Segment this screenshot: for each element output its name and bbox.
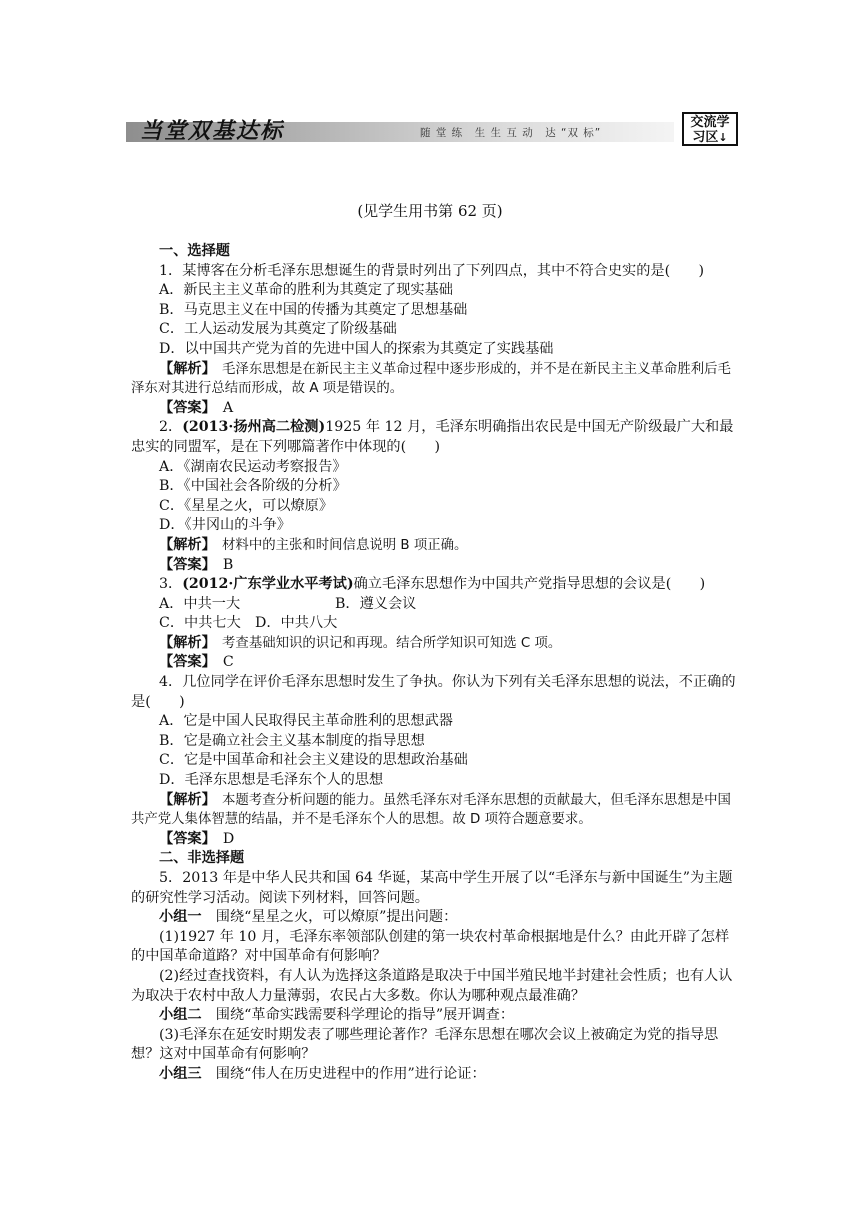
question-3-option-a: A．中共一大 bbox=[159, 595, 241, 612]
question-3-answer bbox=[131, 653, 739, 673]
analysis-text: 材料中的主张和时间信息说明 B 项正确。 bbox=[208, 537, 468, 553]
answer-value: B bbox=[208, 556, 234, 573]
question-5-part-3: (3)毛泽东在延安时期发表了哪些理论著作？毛泽东思想在哪次会议上被确定为党的指导思想？这对中国革命有何影响？ bbox=[131, 1026, 719, 1063]
question-3-options-row1 bbox=[131, 595, 739, 615]
group-3-heading bbox=[131, 1065, 739, 1085]
analysis-text: 毛泽东思想是在新民主主义革命过程中逐步形成的，并不是在新民主主义革命胜利后毛泽东对其进行总结而形成，故 A 项是错误的。 bbox=[131, 361, 731, 397]
question-1-stem: 1．某博客在分析毛泽东思想诞生的背景时列出了下列四点，其中不符合史实的是( ) bbox=[159, 262, 705, 279]
exchange-box-line1: 交流学 bbox=[690, 115, 730, 130]
question-2-source: (2013·扬州高二检测) bbox=[182, 419, 326, 436]
question-1-analysis bbox=[131, 360, 739, 399]
exchange-box-line2: 习区 bbox=[692, 130, 719, 145]
question-4-option-c: C．它是中国革命和社会主义建设的思想政治基础 bbox=[159, 752, 468, 769]
question-3-source: (2012·广东学业水平考试) bbox=[182, 576, 354, 593]
question-2-answer bbox=[131, 556, 739, 576]
question-2-text: 1925 年 12 月，毛泽东明确指出农民是中国无产阶级最广大和最忠实的同盟军，是在下列哪篇著作中体现的( ) bbox=[131, 419, 734, 455]
answer-tag: 【答案】 bbox=[159, 556, 209, 573]
question-3-stem bbox=[131, 575, 739, 595]
analysis-text: 考查基础知识的识记和再现。结合所学知识可知选 C 项。 bbox=[208, 635, 562, 651]
group-2-tag: 小组二 bbox=[159, 1007, 202, 1024]
question-3-text: 确立毛泽东思想作为中国共产党指导思想的会议是( ) bbox=[353, 576, 706, 593]
question-3-number: 3． bbox=[159, 576, 183, 593]
question-4-answer bbox=[131, 830, 739, 850]
group-2-heading bbox=[131, 1006, 739, 1026]
banner-subtitle: 随 堂 练 生 生 互 动 达 “双 标” bbox=[420, 127, 602, 139]
question-1-option-d: D．以中国共产党为首的先进中国人的探索为其奠定了实践基础 bbox=[159, 340, 554, 357]
question-1-option-c: C．工人运动发展为其奠定了阶级基础 bbox=[159, 321, 397, 338]
question-4-option-b: B．它是确立社会主义基本制度的指导思想 bbox=[159, 732, 425, 749]
question-5-part-1: (1)1927 年 10 月，毛泽东率领部队创建的第一块农村革命根据地是什么？由此开辟了怎样的中国革命道路？对中国革命有何影响？ bbox=[131, 928, 730, 965]
question-4-analysis bbox=[131, 791, 739, 830]
question-4-option-d: D．毛泽东思想是毛泽东个人的思想 bbox=[159, 772, 384, 789]
answer-tag: 【答案】 bbox=[159, 654, 209, 671]
banner-title: 当堂双基达标 bbox=[140, 118, 285, 144]
question-3-option-b: B．遵义会议 bbox=[335, 595, 417, 612]
question-3-analysis bbox=[131, 634, 739, 654]
question-1-answer bbox=[131, 399, 739, 419]
question-2-stem bbox=[131, 418, 739, 457]
group-1-tag: 小组一 bbox=[159, 909, 202, 926]
question-1-option-a: A．新民主主义革命的胜利为其奠定了现实基础 bbox=[159, 282, 453, 299]
group-3-text: 围绕“伟人在历史进程中的作用”进行论证： bbox=[201, 1065, 486, 1082]
answer-value: D bbox=[208, 830, 235, 847]
exercise-content bbox=[131, 242, 739, 1085]
answer-value: A bbox=[208, 399, 234, 416]
question-2-option-a: A．《湖南农民运动考察报告》 bbox=[159, 458, 347, 475]
analysis-tag: 【解析】 bbox=[159, 791, 209, 808]
question-2-option-b: B．《中国社会各阶级的分析》 bbox=[159, 478, 347, 495]
answer-tag: 【答案】 bbox=[159, 830, 209, 847]
question-2-option-d: D．《井冈山的斗争》 bbox=[159, 517, 291, 534]
exchange-area-box[interactable] bbox=[682, 112, 738, 146]
section-heading-choice: 一、选择题 bbox=[159, 243, 230, 259]
group-1-heading bbox=[131, 908, 739, 928]
section-heading-nonchoice: 二、非选择题 bbox=[159, 850, 245, 867]
analysis-tag: 【解析】 bbox=[159, 360, 209, 377]
analysis-tag: 【解析】 bbox=[159, 634, 209, 651]
question-5-part-2: (2)经过查找资料，有人认为选择这条道路是取决于中国半殖民地半封建社会性质；也有人认为取决于农村中敌人力量薄弱，农民占大多数。你认为哪种观点最准确？ bbox=[131, 967, 733, 1004]
section-banner bbox=[126, 112, 738, 148]
answer-tag: 【答案】 bbox=[159, 399, 209, 416]
question-5-stem: 5．2013 年是中华人民共和国 64 华诞，某高中学生开展了以“毛泽东与新中国诞生”为主题的研究性学习活动。阅读下列材料，回答问题。 bbox=[131, 870, 733, 906]
question-1-option-b: B．马克思主义在中国的传播为其奠定了思想基础 bbox=[159, 301, 468, 318]
question-3-options-row2: C．中共七大 D．中共八大 bbox=[159, 615, 338, 632]
arrow-down-icon: ↓ bbox=[718, 131, 728, 144]
question-2-option-c: C．《星星之火，可以燎原》 bbox=[159, 497, 334, 514]
group-1-text: 围绕“星星之火，可以燎原”提出问题： bbox=[201, 909, 458, 926]
group-2-text: 围绕“革命实践需要科学理论的指导”展开调查： bbox=[201, 1007, 515, 1024]
analysis-text: 本题考查分析问题的能力。虽然毛泽东对毛泽东思想的贡献最大，但毛泽东思想是中国共产党人集体智慧的结晶，并不是毛泽东个人的思想。故 D 项符合题意要求。 bbox=[131, 792, 731, 828]
question-2-number: 2． bbox=[159, 419, 183, 436]
analysis-tag: 【解析】 bbox=[159, 536, 209, 553]
answer-value: C bbox=[208, 654, 234, 671]
question-4-stem: 4．几位同学在评价毛泽东思想时发生了争执。你认为下列有关毛泽东思想的说法，不正确的是( ) bbox=[131, 674, 736, 710]
question-2-analysis bbox=[131, 536, 739, 556]
source-page-note: (见学生用书第 62 页) bbox=[357, 202, 503, 220]
group-3-tag: 小组三 bbox=[159, 1065, 202, 1082]
question-4-option-a: A．它是中国人民取得民主革命胜利的思想武器 bbox=[159, 713, 453, 730]
